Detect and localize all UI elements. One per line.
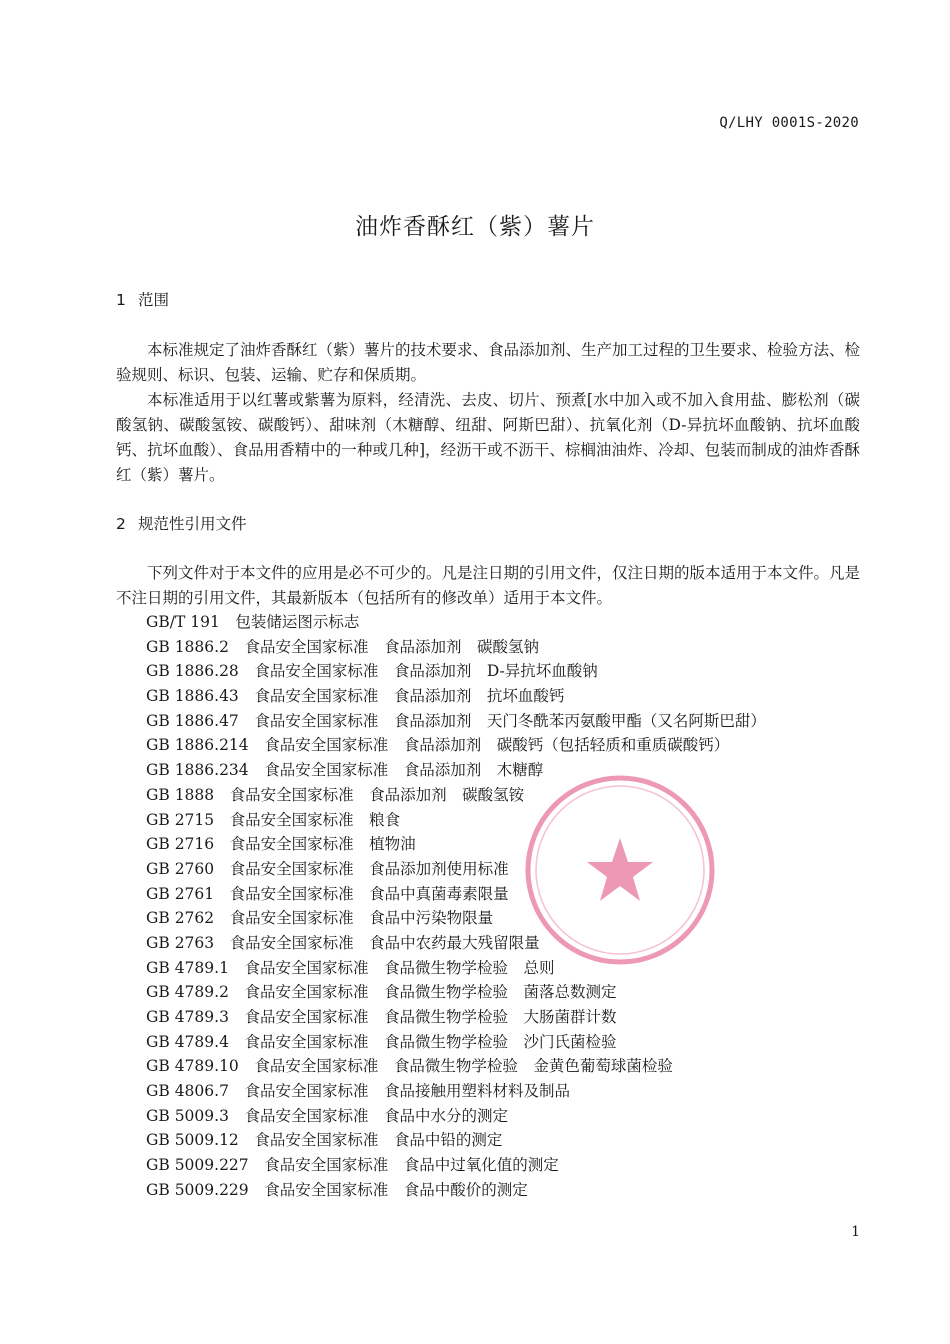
reference-code: GB 4789.10 xyxy=(146,1057,239,1076)
reference-title: 食品安全国家标准 食品添加剂 碳酸氢钠 xyxy=(244,637,539,656)
section-number: 2 xyxy=(116,515,126,533)
reference-code: GB 5009.12 xyxy=(146,1131,239,1150)
scope-paragraph-2: 本标准适用于以红薯或紫薯为原料，经清洗、去皮、切片、预煮[水中加入或不加入食用盐、膨松剂（碳酸氢钠、碳酸氢铵、碳酸钙）、甜味剂（木糖醇、纽甜、阿斯巴甜）、抗氧化剂（D-异抗坏血酸钠、抗坏血酸钙、抗坏血酸）、食品用香精中的一种或几种]，经沥干或不沥干、棕榈油油炸、冷却、包装而制成的油炸香酥红（紫）薯片。 xyxy=(116,391,860,484)
reference-code: GB 2716 xyxy=(146,835,215,854)
reference-item xyxy=(146,733,766,758)
reference-title: 食品安全国家标准 食品中污染物限量 xyxy=(229,909,494,928)
reference-code: GB 5009.227 xyxy=(146,1156,249,1175)
reference-code: GB 1886.43 xyxy=(146,687,239,706)
reference-title: 食品安全国家标准 食品中铅的测定 xyxy=(254,1131,503,1150)
reference-title: 食品安全国家标准 食品中过氧化值的测定 xyxy=(264,1156,559,1175)
reference-code: GB 4806.7 xyxy=(146,1082,229,1101)
reference-title: 食品安全国家标准 食品添加剂 抗坏血酸钙 xyxy=(254,687,565,706)
reference-code: GB 2763 xyxy=(146,933,215,952)
reference-item xyxy=(146,1104,766,1129)
standard-code: Q/LHY 0001S-2020 xyxy=(719,115,859,131)
reference-item xyxy=(146,684,766,709)
company-seal xyxy=(520,770,720,970)
reference-code: GB 2760 xyxy=(146,859,215,878)
section-title: 范围 xyxy=(138,291,170,309)
reference-title: 食品安全国家标准 植物油 xyxy=(229,835,416,854)
reference-code: GB 1888 xyxy=(146,785,215,804)
reference-title: 食品安全国家标准 食品微生物学检验 总则 xyxy=(244,958,555,977)
reference-title: 食品安全国家标准 食品微生物学检验 沙门氏菌检验 xyxy=(244,1032,617,1051)
reference-title: 食品安全国家标准 食品中农药最大残留限量 xyxy=(229,933,540,952)
reference-title: 食品安全国家标准 食品添加剂 木糖醇 xyxy=(264,761,544,780)
reference-code: GB 4789.4 xyxy=(146,1032,229,1051)
reference-item xyxy=(146,659,766,684)
reference-item xyxy=(146,1178,766,1203)
reference-title: 食品安全国家标准 食品中酸价的测定 xyxy=(264,1180,528,1199)
reference-item xyxy=(146,709,766,734)
section-heading-references xyxy=(116,512,247,534)
reference-title: 食品安全国家标准 食品微生物学检验 菌落总数测定 xyxy=(244,983,617,1002)
reference-code: GB 2762 xyxy=(146,909,215,928)
document-title: 油炸香酥红（紫）薯片 xyxy=(355,214,595,240)
reference-code: GB 4789.2 xyxy=(146,983,229,1002)
reference-item xyxy=(146,1128,766,1153)
reference-code: GB 2761 xyxy=(146,884,215,903)
reference-title: 食品安全国家标准 食品接触用塑料材料及制品 xyxy=(244,1082,570,1101)
reference-code: GB 1886.2 xyxy=(146,637,229,656)
reference-item xyxy=(146,1153,766,1178)
reference-item xyxy=(146,610,766,635)
reference-code: GB/T 191 xyxy=(146,613,220,631)
reference-item xyxy=(146,980,766,1005)
reference-title: 食品安全国家标准 食品微生物学检验 金黄色葡萄球菌检验 xyxy=(254,1057,673,1076)
page-number: 1 xyxy=(851,1224,860,1240)
reference-code: GB 1886.234 xyxy=(146,761,249,780)
reference-item xyxy=(146,1079,766,1104)
scope-paragraph-1: 本标准规定了油炸香酥红（紫）薯片的技术要求、食品添加剂、生产加工过程的卫生要求、检验方法、检验规则、标识、包装、运输、贮存和保质期。 xyxy=(116,341,861,384)
reference-title: 食品安全国家标准 食品添加剂 碳酸氢铵 xyxy=(229,785,525,804)
seal-star-icon xyxy=(587,838,653,901)
reference-title: 食品安全国家标准 食品添加剂使用标准 xyxy=(229,859,509,878)
reference-item xyxy=(146,1005,766,1030)
section-number: 1 xyxy=(116,291,126,309)
reference-code: GB 2715 xyxy=(146,810,215,829)
reference-code: GB 1886.214 xyxy=(146,736,249,755)
reference-item xyxy=(146,1030,766,1055)
reference-code: GB 5009.229 xyxy=(146,1180,249,1199)
reference-title: 食品安全国家标准 粮食 xyxy=(229,810,401,829)
reference-code: GB 1886.47 xyxy=(146,711,239,730)
reference-code: GB 4789.1 xyxy=(146,958,229,977)
reference-title: 食品安全国家标准 食品添加剂 D-异抗坏血酸钠 xyxy=(254,662,598,681)
reference-code: GB 5009.3 xyxy=(146,1106,229,1125)
reference-title: 食品安全国家标准 食品添加剂 天门冬酰苯丙氨酸甲酯（又名阿斯巴甜） xyxy=(254,711,766,730)
section-heading-scope xyxy=(116,288,169,310)
reference-item xyxy=(146,635,766,660)
reference-item xyxy=(146,1054,766,1079)
reference-title: 食品安全国家标准 食品添加剂 碳酸钙（包括轻质和重质碳酸钙） xyxy=(264,736,730,755)
reference-code: GB 4789.3 xyxy=(146,1008,229,1026)
references-intro: 下列文件对于本文件的应用是必不可少的。凡是注日期的引用文件，仅注日期的版本适用于本文件。凡是不注日期的引用文件，其最新版本（包括所有的修改单）适用于本文件。 xyxy=(116,564,861,607)
reference-title: 食品安全国家标准 食品中水分的测定 xyxy=(244,1106,508,1125)
reference-code: GB 1886.28 xyxy=(146,662,239,681)
reference-title: 食品安全国家标准 食品微生物学检验 大肠菌群计数 xyxy=(244,1008,617,1026)
reference-title: 食品安全国家标准 食品中真菌毒素限量 xyxy=(229,884,509,903)
reference-title: 包装储运图示标志 xyxy=(235,613,360,631)
section-title: 规范性引用文件 xyxy=(138,515,247,533)
